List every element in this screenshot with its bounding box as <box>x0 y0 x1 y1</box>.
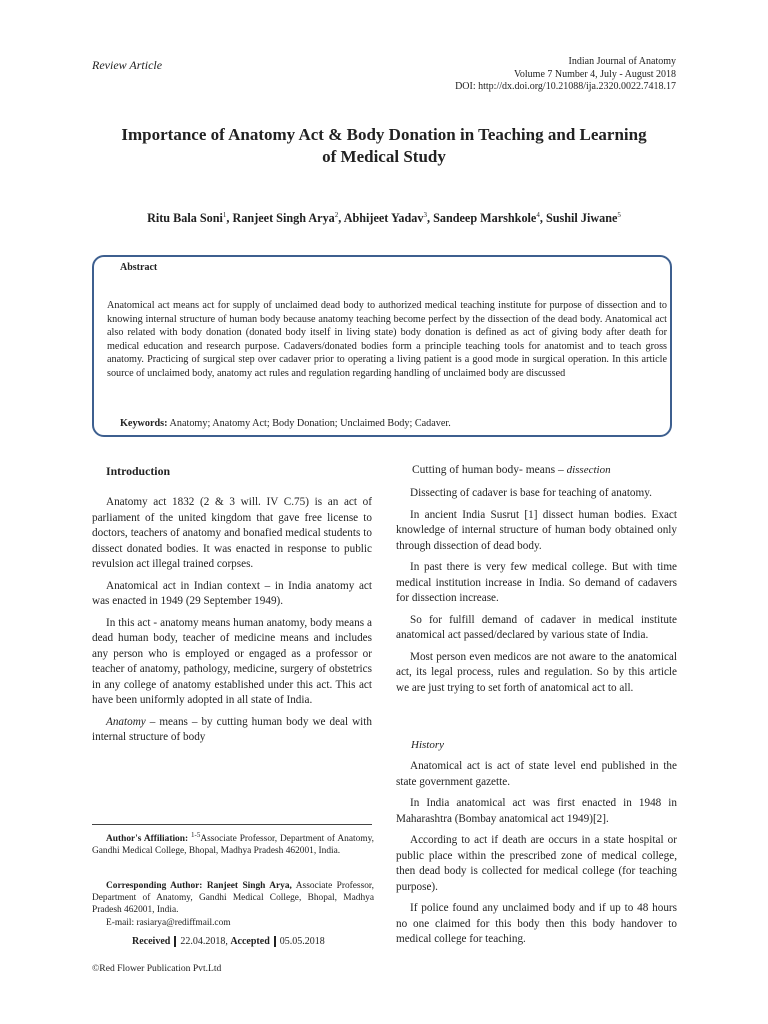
journal-info <box>455 56 676 94</box>
affiliation-sup: 1-5 <box>191 831 201 839</box>
author-list: Ritu Bala Soni$^1$, Ranjeet Singh Arya$^2$, Abhijeet Yadav$^3$, Sandeep Marshkole$^4$, Sushil Jiwane$^5$ <box>147 211 621 226</box>
author-sup: 4 <box>536 211 540 219</box>
received-date: 22.04.2018, <box>180 936 228 947</box>
anatomy-def-text: – means – by cutting human body we deal with internal structure of body <box>92 715 372 743</box>
author-sup: 5 <box>617 211 621 219</box>
corresponding-author <box>92 880 374 929</box>
paragraph: Anatomical act in Indian context – in India anatomy act was enacted in 1949 (29 September 1949). <box>92 579 372 607</box>
corresponding-name: Ranjeet Singh Arya, <box>206 881 292 891</box>
paragraph: Anatomical act is act of state level end published in the state government gazette. <box>396 760 677 788</box>
journal-name: Indian Journal of Anatomy <box>568 56 676 67</box>
paragraph: So for fulfill demand of cadaver in medical institute anatomical act passed/declared by various state of India. <box>396 613 677 641</box>
accepted-date: 05.05.2018 <box>279 936 325 947</box>
paragraph: According to act if death are occurs in a state hospital or public place within the prescribed zone of medical college, then dead body is collected for medical college (for teaching purpose). <box>396 834 677 893</box>
dates-line <box>132 936 325 947</box>
cutting-italic: dissection <box>566 464 611 476</box>
anatomy-term: Anatomy <box>106 715 146 728</box>
footnote-divider <box>92 824 372 825</box>
title-line-2: of Medical Study <box>322 147 446 166</box>
affiliation-text: Associate Professor, Department of Anatomy, Gandhi Medical College, Bhopal, Madhya Pradesh 462001, India. <box>92 834 375 857</box>
article-title <box>60 124 708 168</box>
article-type: Review Article <box>92 58 163 72</box>
paragraph: Most person even medicos are not aware to the anatomical act, its legal process, rules and regulation. So by this article we are just trying to set forth of anatomical act to all. <box>396 650 677 694</box>
author-name: Ranjeet Singh Arya <box>232 211 335 226</box>
paragraph: Anatomy act 1832 (2 & 3 will. IV C.75) is an act of parliament of the united kingdom that gave free license to doctors, teachers of anatomy and bonafied medical students to dissect donated bodies. It was enacted in response to public revulsion act illegal trained corpses. <box>92 496 372 570</box>
author-name: Abhijeet Yadav <box>343 211 424 226</box>
corresponding-email[interactable]: E-mail: rasiarya@rediffmail.com <box>106 917 231 928</box>
keywords-label: Keywords: <box>120 418 168 429</box>
history-heading: History <box>411 739 444 751</box>
anatomy-definition <box>92 715 372 746</box>
journal-volume: Volume 7 Number 4, July - August 2018 <box>513 68 676 80</box>
introduction-heading: Introduction <box>106 464 171 478</box>
left-column <box>92 495 372 752</box>
author-name: Sandeep Marshkole <box>433 211 537 226</box>
paragraph: In ancient India Susrut [1] dissect human bodies. Exact knowledge of internal structure of human body obtained only through dissection of dead body. <box>396 508 677 552</box>
abstract-heading: Abstract <box>120 262 158 273</box>
paragraph: In India anatomical act was first enacted in 1948 in Maharashtra (Bombay anatomical act 1949)[2]. <box>396 797 677 825</box>
received-label: Received <box>132 936 171 947</box>
cutting-line <box>412 464 611 476</box>
keywords-line <box>120 418 451 429</box>
journal-doi[interactable]: DOI: http://dx.doi.org/10.21088/ija.2320.0022.7418.17 <box>455 81 676 92</box>
accepted-label: Accepted <box>230 936 270 947</box>
paragraph: In past there is very few medical college. But with time medical institution increase in India. So demand of cadavers for dissection increase. <box>396 561 677 604</box>
paragraph: In this act - anatomy means human anatomy, body means a dead human body, teacher of medicine means and includes any person who is employed or engaged as a professor or teacher of anatomy, pathology, medicine, surgery of obstetrics in any college of anatomy established under this act. This act have been uniformly adopted in all state of India. <box>92 616 372 706</box>
history-section <box>396 759 677 954</box>
separator-bar <box>174 936 176 947</box>
author-sup: 3 <box>423 211 427 219</box>
author-name: Sushil Jiwane <box>545 211 618 226</box>
paragraph: Dissecting of cadaver is base for teaching of anatomy. <box>410 487 652 499</box>
cutting-text: Cutting of human body- means – <box>412 464 567 476</box>
paragraph: If police found any unclaimed body and if up to 48 hours no one claimed for this body then this body handover to medical college for teaching. <box>396 902 677 945</box>
right-column <box>396 486 677 702</box>
author-name: Ritu Bala Soni <box>147 211 223 226</box>
corresponding-text: Associate Professor, Department of Anatomy, Gandhi Medical College, Bhopal, Madhya Pradesh 462001, India. <box>92 881 374 916</box>
author-sup: 2 <box>334 211 339 219</box>
publisher-footer: ©Red Flower Publication Pvt.Ltd <box>92 963 222 974</box>
corresponding-label: Corresponding Author: <box>106 881 203 891</box>
author-affiliation <box>92 829 374 858</box>
title-line-1: Importance of Anatomy Act & Body Donation in Teaching and Learning <box>121 125 647 144</box>
affiliation-label: Author's Affiliation: <box>106 834 189 845</box>
author-sup: 1 <box>222 211 227 219</box>
keywords-text: Anatomy; Anatomy Act; Body Donation; Unclaimed Body; Cadaver. <box>169 418 451 429</box>
separator-bar <box>274 936 276 947</box>
abstract-text: Anatomical act means act for supply of unclaimed dead body to authorized medical teaching institute for purpose of dissection and to knowing internal structure of human body because anatomy teaching become perfect by the dissection of the dead body. Anatomical act also related with body donation (donated body itself in living state) body donation is defined as act of giving body after death for medical education and research purpose. Cadavers/donated bodies form a principle teaching tools for anatomist and to teach gross anatomy. Practicing of surgical step over cadaver prior to operating a living patient is a good mode in surgical operation. In this article source of unclaimed body, anatomy act rules and regulation regarding handling of unclaimed body are discussed <box>107 300 667 379</box>
